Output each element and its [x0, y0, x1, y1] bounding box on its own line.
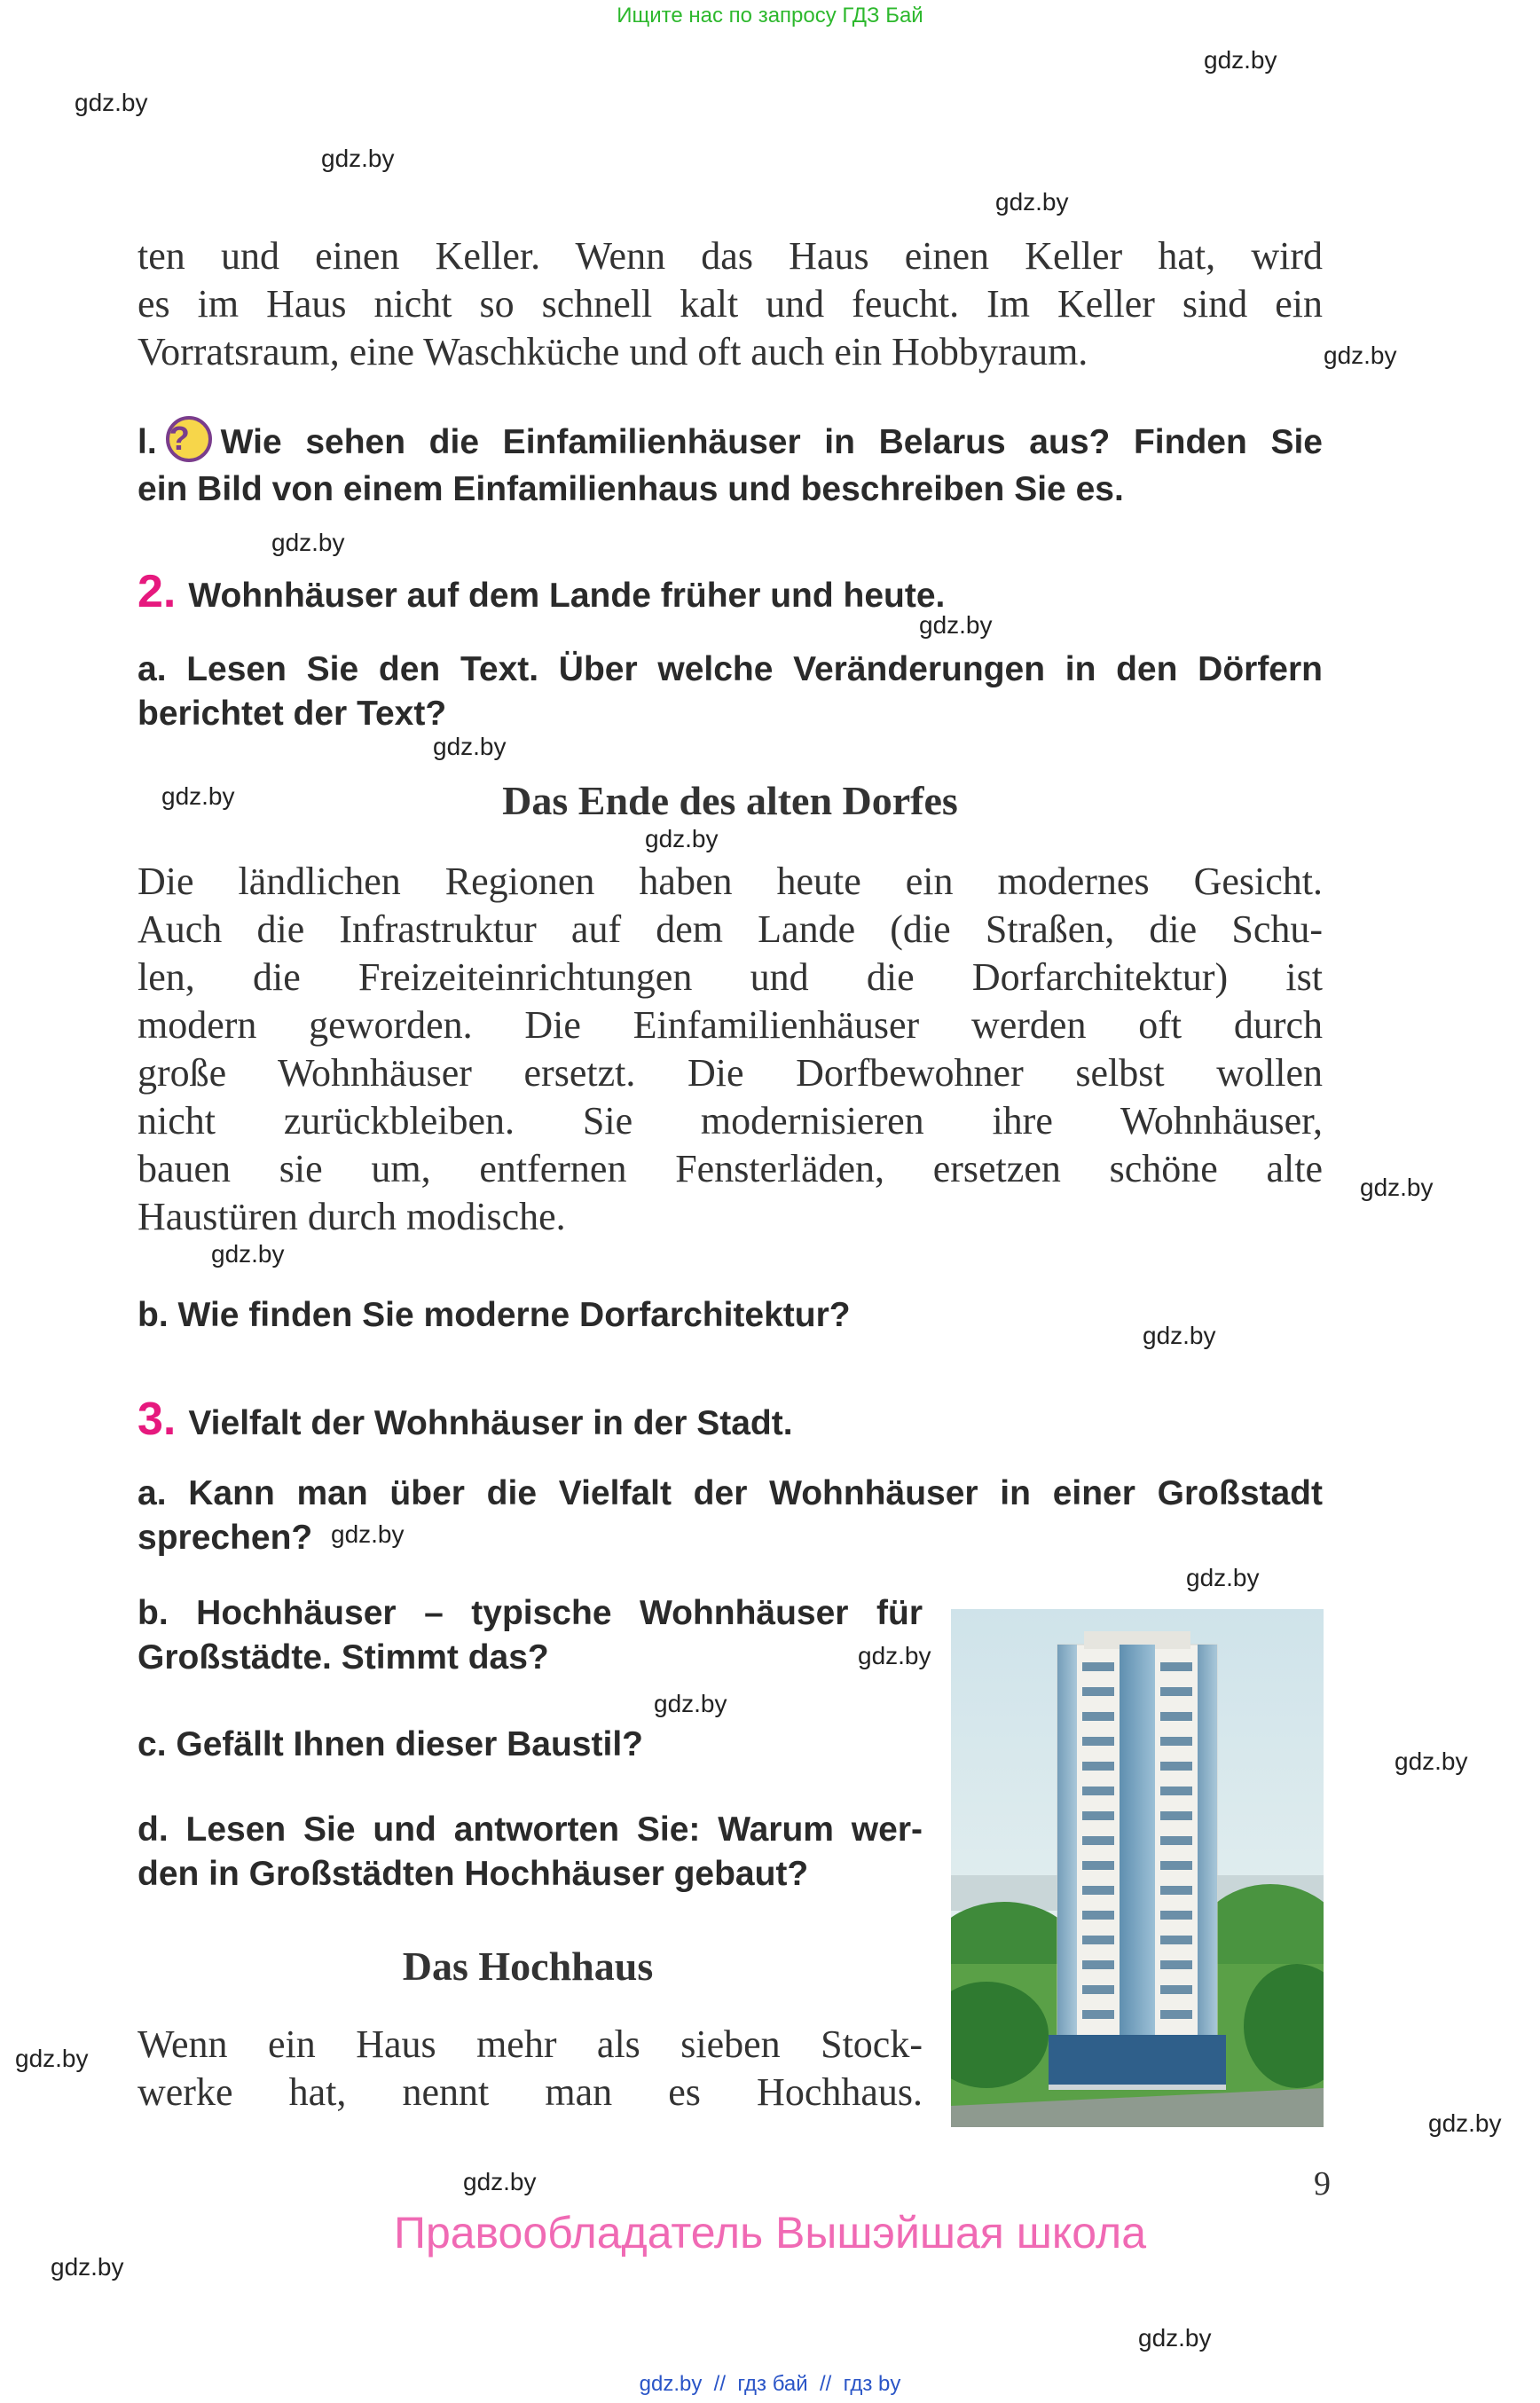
watermark: gdz.by: [433, 733, 507, 760]
task-2-title-text: Wohnhäuser auf dem Lande früher und heute.: [188, 577, 946, 615]
text-title-hochhaus: Das Hochhaus: [402, 1944, 654, 1989]
watermark: gdz.by: [995, 188, 1069, 216]
task-3a-line: sprechen?: [138, 1519, 313, 1557]
task-3d: [138, 1808, 923, 1896]
text-line: Die ländlichen Regionen haben heute ein modernes Gesicht.: [138, 860, 1323, 903]
highrise-image: [951, 1609, 1324, 2127]
text-line: nicht zurückbleiben. Sie modernisieren ihre Wohnhäuser,: [138, 1099, 1323, 1143]
watermark: gdz.by: [321, 145, 395, 172]
task-3d-line: den in Großstädten Hochhäuser gebaut?: [138, 1855, 809, 1893]
text-line: Auch die Infrastruktur auf dem Lande (die Straßen, die Schu-: [138, 907, 1323, 951]
text-line: werke hat, nennt man es Hochhaus.: [138, 2070, 923, 2114]
text-line: Wenn ein Haus mehr als sieben Stock-: [138, 2022, 923, 2066]
footer-links[interactable]: gdz.by // гдз бай // гдз by: [639, 2372, 901, 2396]
task-2a-line: berichtet der Text?: [138, 695, 447, 733]
watermark: gdz.by: [1186, 1564, 1260, 1591]
watermark: gdz.by: [75, 89, 148, 116]
task-2-title: [138, 565, 945, 623]
copyright: Правообладатель Вышэйшая школа: [394, 2208, 1146, 2258]
watermark: gdz.by: [211, 1240, 285, 1268]
watermark: gdz.by: [1143, 1322, 1216, 1349]
task-3d-line: d. Lesen Sie und antworten Sie: Warum wer-: [138, 1810, 923, 1849]
watermark: gdz.by: [15, 2045, 89, 2072]
task-3-number: 3.: [138, 1394, 177, 1445]
intro-paragraph: [138, 232, 1323, 376]
task-3b: [138, 1591, 923, 1680]
watermark: gdz.by: [1395, 1747, 1468, 1775]
text-line: es im Haus nicht so schnell kalt und feucht. Im Keller sind ein: [138, 282, 1323, 326]
watermark: gdz.by: [1360, 1174, 1434, 1201]
task-3b-line: Großstädte. Stimmt das?: [138, 1638, 549, 1677]
text-line: Haustüren durch modische.: [138, 1195, 566, 1238]
task-1-number: l.: [138, 423, 157, 461]
text-hochhaus: [138, 2021, 923, 2116]
watermark: gdz.by: [161, 782, 235, 810]
task-1-text: Wie sehen die Einfamilienhäuser in Belarus aus? Finden Sie: [220, 423, 1323, 461]
watermark: gdz.by: [919, 611, 993, 639]
text-dorf: [138, 858, 1323, 1241]
watermark: gdz.by: [1428, 2109, 1502, 2137]
watermark: gdz.by: [1324, 342, 1397, 369]
text-line: große Wohnhäuser ersetzt. Die Dorfbewohner selbst wollen: [138, 1051, 1323, 1095]
task-2a-line: a. Lesen Sie den Text. Über welche Veränderungen in den Dörfern: [138, 650, 1323, 688]
text-line: Vorratsraum, eine Waschküche und oft auch ein Hobbyraum.: [138, 330, 1088, 373]
text-line: bauen sie um, entfernen Fensterläden, ersetzen schöne alte: [138, 1147, 1323, 1190]
task-1: [138, 420, 1323, 512]
watermark: gdz.by: [331, 1520, 405, 1548]
task-3b-line: b. Hochhäuser – typische Wohnhäuser für: [138, 1594, 923, 1632]
page-number: 9: [1314, 2165, 1331, 2203]
task-3-title-text: Vielfalt der Wohnhäuser in der Stadt.: [188, 1404, 793, 1442]
task-3a: [138, 1472, 1323, 1560]
top-banner[interactable]: Ищите нас по запросу ГДЗ Бай: [617, 4, 923, 27]
watermark: gdz.by: [271, 529, 345, 556]
task-2a: [138, 648, 1323, 736]
task-3a-line: a. Kann man über die Vielfalt der Wohnhäuser in einer Großstadt: [138, 1474, 1323, 1512]
task-2b: b. Wie finden Sie moderne Dorfarchitektur?: [138, 1296, 851, 1334]
watermark: gdz.by: [51, 2253, 124, 2281]
watermark: gdz.by: [858, 1642, 931, 1669]
task-1-line: ein Bild von einem Einfamilienhaus und beschreiben Sie es.: [138, 469, 1124, 508]
text-line: ten und einen Keller. Wenn das Haus einen Keller hat, wird: [138, 234, 1323, 278]
task-1-line: [138, 420, 1323, 467]
text-line: modern geworden. Die Einfamilienhäuser werden oft durch: [138, 1003, 1323, 1047]
watermark: gdz.by: [654, 1690, 727, 1717]
watermark: gdz.by: [1138, 2324, 1212, 2352]
text-line: len, die Freizeiteinrichtungen und die Dorfarchitektur) ist: [138, 955, 1323, 999]
watermark: gdz.by: [463, 2168, 537, 2195]
task-3-title: [138, 1393, 793, 1450]
task-2-number: 2.: [138, 566, 177, 617]
task-3c: c. Gefällt Ihnen dieser Baustil?: [138, 1725, 643, 1763]
highrise-illustration: [951, 1609, 1324, 2127]
watermark: gdz.by: [1204, 46, 1277, 74]
question-icon: ?: [166, 416, 212, 462]
watermark: gdz.by: [645, 825, 719, 852]
text-title-dorf: Das Ende des alten Dorfes: [502, 778, 958, 823]
